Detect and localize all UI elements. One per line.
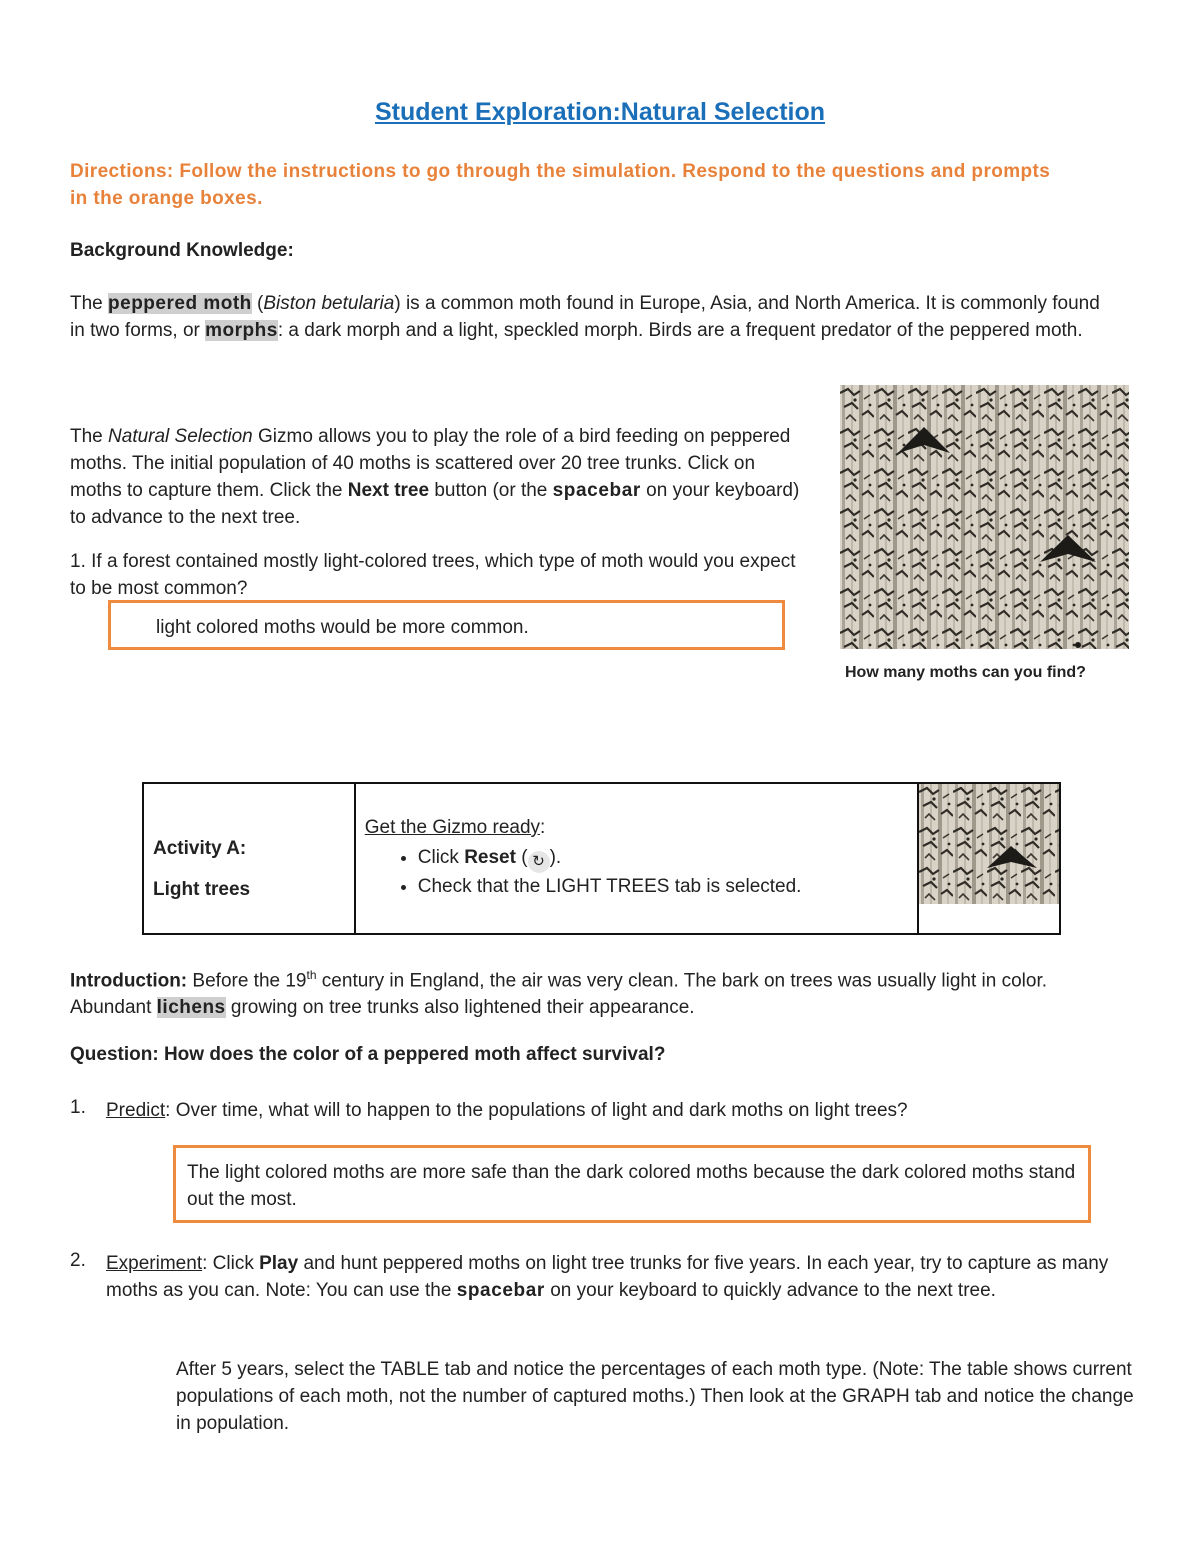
text: ( [515, 847, 528, 868]
next-tree-term: Next tree [347, 480, 430, 501]
answer-box-1[interactable] [108, 600, 785, 650]
term-peppered-moth: peppered moth [108, 293, 252, 314]
text: ( [251, 293, 264, 314]
text: : Click [202, 1253, 260, 1274]
item-number: 2. [70, 1250, 86, 1271]
activity-label-cell [143, 783, 355, 934]
answer-2-text: The light colored moths are more safe than the dark colored moths because the dark colored moths stand out the most. [187, 1162, 1076, 1210]
gizmo-name: Natural Selection [108, 426, 253, 447]
text: ) is a common moth found in Europe, Asia, and North America. It is commonly found in two forms, or [70, 293, 1100, 341]
moth-tree-image [840, 385, 1129, 649]
activity-image-cell [918, 783, 1060, 934]
text: Before the 19 [187, 970, 307, 992]
text: ). [549, 847, 562, 868]
activity-label: Activity A: [153, 838, 247, 859]
background-paragraph-1 [70, 290, 1110, 344]
predict-prompt [106, 1097, 1106, 1124]
species-name: Biston betularia [263, 293, 395, 314]
text: Click [417, 847, 465, 868]
activity-table [142, 782, 1061, 935]
directions: Directions: Follow the instructions to go through the simulation. Respond to the questions and prompts in the orange boxes. [70, 161, 1051, 209]
text: growing on tree trunks also lightened their appearance. [225, 997, 695, 1019]
text: century in England, the air was very clean. The bark on trees was usually light in color. Abundant [70, 970, 1048, 1019]
text: on your keyboard) to advance to the next tree. [70, 480, 800, 528]
text: on your keyboard to quickly advance to the next tree. [544, 1280, 996, 1301]
text: The [70, 293, 109, 314]
predict-label: Predict [106, 1100, 166, 1121]
spacebar-term: spacebar [456, 1280, 545, 1301]
spacebar-term: spacebar [552, 480, 641, 501]
question-heading: Question: How does the color of a peppered moth affect survival? [70, 1044, 666, 1065]
play-term: Play [259, 1253, 299, 1274]
term-morphs: morphs [205, 320, 278, 341]
tree-bark-illustration [840, 385, 1129, 649]
text: : Over time, what will to happen to the populations of light and dark moths on light trees? [165, 1100, 908, 1121]
text: The [70, 426, 109, 447]
experiment-label: Experiment [106, 1253, 203, 1274]
activity-sublabel: Light trees [153, 879, 251, 900]
answer-1-text: light colored moths would be more common. [156, 617, 529, 638]
introduction [70, 962, 1130, 1021]
activity-instructions-cell [355, 783, 918, 934]
item-number: 1. [70, 1097, 86, 1118]
bullet-reset [418, 844, 917, 873]
experiment-prompt [106, 1250, 1136, 1304]
text: button (or the [429, 480, 553, 501]
bullet-light-trees: • Check that the LIGHT TREES tab is selected. [418, 873, 917, 900]
term-lichens: lichens [156, 997, 226, 1019]
image-caption: How many moths can you find? [845, 664, 1086, 681]
superscript: th [306, 968, 317, 982]
intro-label: Introduction: [70, 970, 188, 992]
page-title: Student Exploration:Natural Selection [374, 98, 826, 126]
after-five-years-note: After 5 years, select the TABLE tab and notice the percentages of each moth type. (Note: The table shows current populations of each moth, not the number of captured moths.) Then look at the GRAPH tab and notice the change in population. [176, 1359, 1134, 1434]
reset-term: Reset [464, 847, 516, 868]
question-1: 1. If a forest contained mostly light-colored trees, which type of moth would you expect to be most common? [70, 551, 796, 599]
text: : [540, 817, 546, 838]
background-paragraph-2 [70, 423, 800, 531]
background-heading: Background Knowledge: [70, 240, 294, 261]
text: Gizmo allows you to play the role of a bird feeding on peppered moths. The initial population of 40 moths is scattered over 20 tree trunks. Click on moths to capture them. Click the [70, 426, 791, 501]
tree-thumbnail [919, 784, 1059, 904]
get-ready-label: Get the Gizmo ready [364, 817, 541, 838]
reset-icon: ↻ [528, 851, 550, 873]
answer-box-2[interactable] [173, 1145, 1091, 1223]
text: : a dark morph and a light, speckled morph. Birds are a frequent predator of the peppered moth. [277, 320, 1083, 341]
text: and hunt peppered moths on light tree trunks for five years. In each year, try to capture as many moths as you can. Note: You can use the [106, 1253, 1109, 1301]
